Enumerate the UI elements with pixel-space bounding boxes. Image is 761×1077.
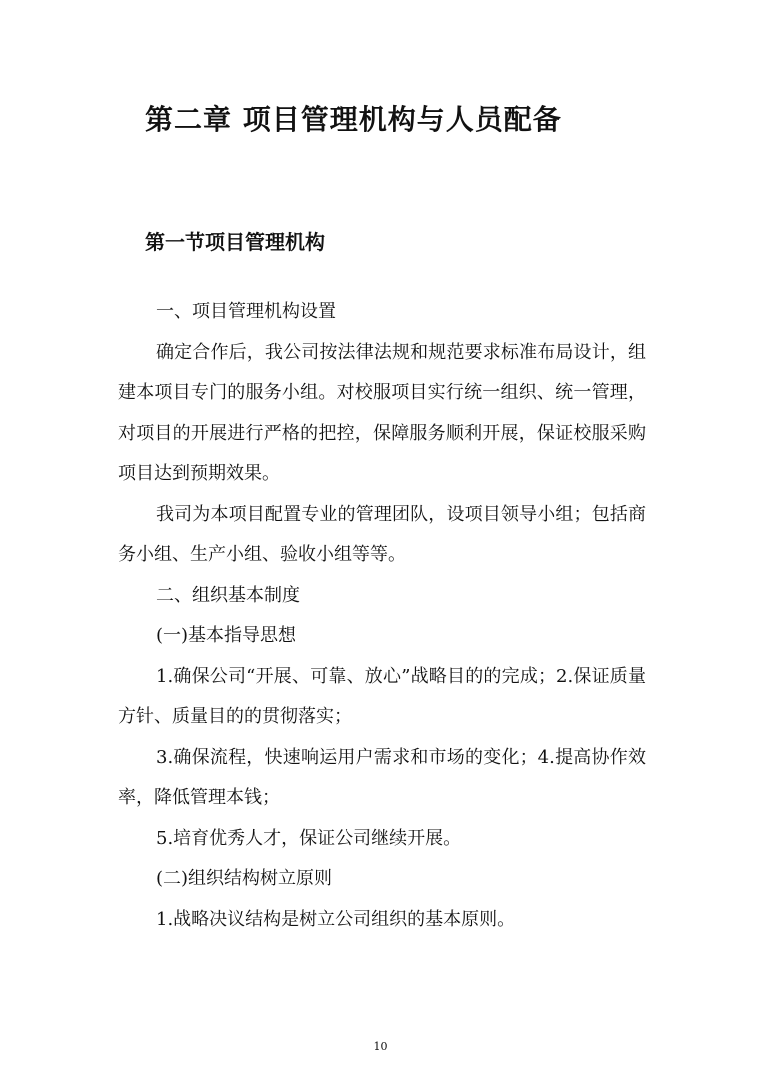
paragraph-service-team: 确定合作后，我公司按法律法规和规范要求标准布局设计，组建本项目专门的服务小组。对校服项目实行统一组织、统一管理，对项目的开展进行严格的把控，保障服务顺利开展，保证校服采购项目达到预期效果。 [118,341,646,484]
page-number: 10 [373,1040,388,1053]
heading-basic-system: 二、组织基本制度 [156,584,300,606]
section-title: 第一节项目管理机构 [145,230,325,254]
list-item-1-2: 1.确保公司“开展、可靠、放心”战略目的的完成；2.保证质量方针、质量目的的贯彻落实； [118,665,646,727]
paragraph-management-team: 我司为本项目配置专业的管理团队，设项目领导小组；包括商务小组、生产小组、验收小组等等。 [118,503,646,565]
chapter-title: 第二章 项目管理机构与人员配备 [145,103,562,136]
list-item-3-4: 3.确保流程，快速响运用户需求和市场的变化；4.提高协作效率，降低管理本钱； [118,746,646,808]
subheading-guiding-ideas: (一)基本指导思想 [156,625,297,646]
list-item-5: 5.培育优秀人才，保证公司继续开展。 [156,827,462,849]
heading-org-setup: 一、项目管理机构设置 [156,301,336,322]
list-item-principle-1: 1.战略决议结构是树立公司组织的基本原则。 [156,908,516,930]
body-text [118,292,646,940]
subheading-structure-principles: (二)组织结构树立原则 [156,868,333,889]
